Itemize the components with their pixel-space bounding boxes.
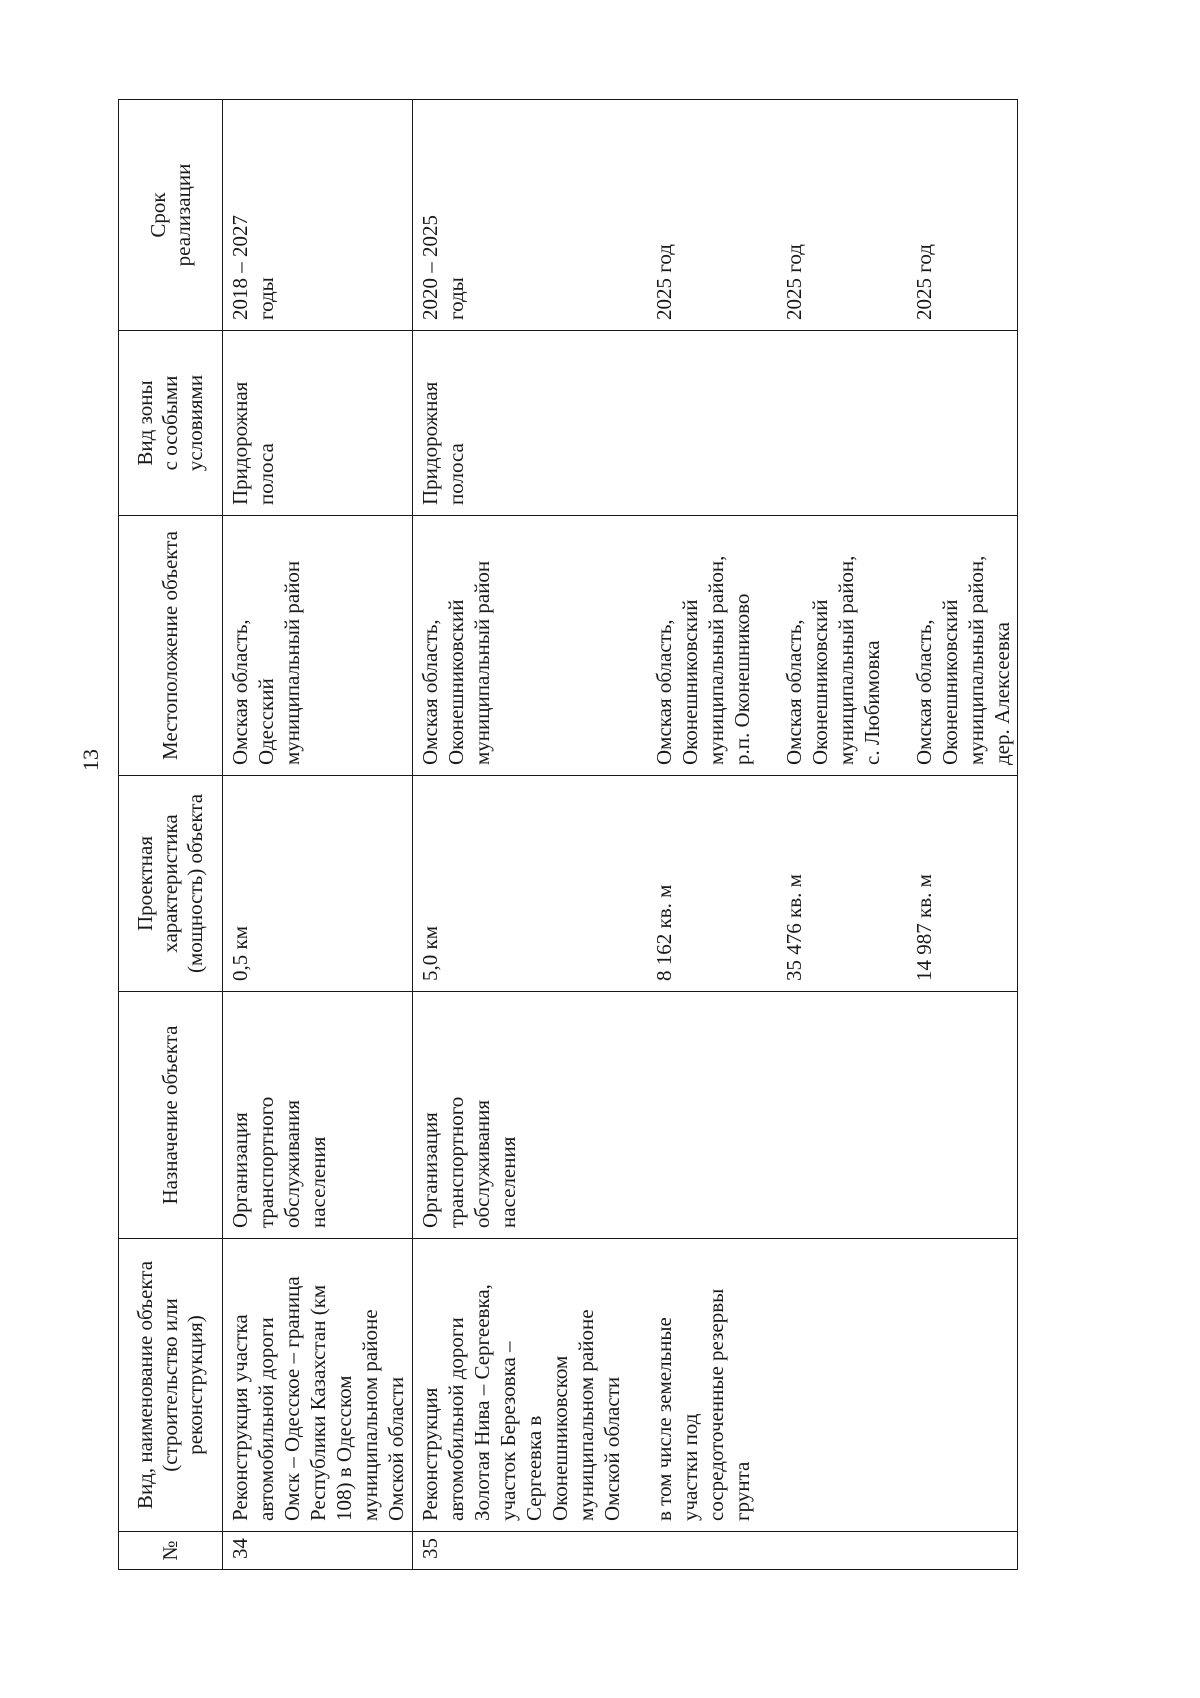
sub-term: 2025 год bbox=[652, 244, 676, 320]
row-num: 34 bbox=[223, 1532, 413, 1570]
row-term: 2018 – 2027 годы bbox=[223, 100, 413, 331]
sub-location: Омская область, Оконешниковский муниципальный район, дер. Алексеевка bbox=[912, 555, 1014, 765]
row-location: Омская область, Одесский муниципальный район bbox=[223, 516, 413, 776]
row-zone: Придорожная полоса bbox=[223, 331, 413, 516]
header-row bbox=[119, 100, 223, 1570]
sub-location: Омская область, Оконешниковский муниципальный район, с. Любимовка bbox=[782, 555, 884, 765]
table-row-34 bbox=[223, 100, 413, 1570]
row-purpose: Организация транспортного обслуживания населения bbox=[413, 992, 1018, 1239]
table-row-35 bbox=[413, 100, 1018, 1570]
row-term-cell bbox=[413, 100, 1018, 331]
sub-name: в том числе земельные участки под сосредоточенные резервы грунта bbox=[652, 1288, 754, 1521]
row-purpose: Организация транспортного обслуживания населения bbox=[223, 992, 413, 1239]
sub-term: 2025 год bbox=[782, 244, 806, 320]
row-name: Реконструкция участка автомобильной дороги Омск – Одесское – граница Республики Казахстан (км 108) в Одесском муниципальном районе Омской области bbox=[223, 1239, 413, 1532]
sub-capacity: 8 162 кв. м bbox=[652, 884, 676, 981]
header-zone: Вид зоны с особыми условиями bbox=[119, 331, 223, 516]
row-zone: Придорожная полоса bbox=[413, 331, 1018, 516]
header-purpose: Назначение объекта bbox=[119, 992, 223, 1239]
header-num: № bbox=[119, 1532, 223, 1570]
row-term: 2020 – 2025 годы bbox=[418, 215, 468, 320]
header-name: Вид, наименование объекта (строительство или реконструкция) bbox=[119, 1239, 223, 1532]
rotated-table-sheet bbox=[118, 100, 1088, 1570]
row-location: Омская область, Оконешниковский муниципальный район bbox=[418, 560, 494, 765]
row-capacity-cell bbox=[413, 776, 1018, 992]
page-number: 13 bbox=[78, 749, 103, 771]
row-capacity: 5,0 км bbox=[418, 926, 442, 981]
sub-location: Омская область, Оконешниковский муниципальный район, р.п. Оконешниково bbox=[652, 555, 754, 765]
header-location: Местоположение объекта bbox=[119, 516, 223, 776]
sub-term: 2025 год bbox=[912, 244, 936, 320]
row-capacity: 0,5 км bbox=[223, 776, 413, 992]
sub-capacity: 35 476 кв. м bbox=[782, 874, 806, 981]
header-term: Срок реализации bbox=[119, 100, 223, 331]
row-name-cell bbox=[413, 1239, 1018, 1532]
sub-capacity: 14 987 кв. м bbox=[912, 874, 936, 981]
row-num: 35 bbox=[413, 1532, 1018, 1570]
objects-table bbox=[118, 99, 1018, 1570]
row-name: Реконструкция автомобильной дороги Золотая Нива – Сергеевка, участок Березовка – Сергеевка в Оконешниковском муниципальном районе Омской области bbox=[418, 1284, 624, 1521]
row-location-cell bbox=[413, 516, 1018, 776]
header-capacity: Проектная характеристика (мощность) объекта bbox=[119, 776, 223, 992]
